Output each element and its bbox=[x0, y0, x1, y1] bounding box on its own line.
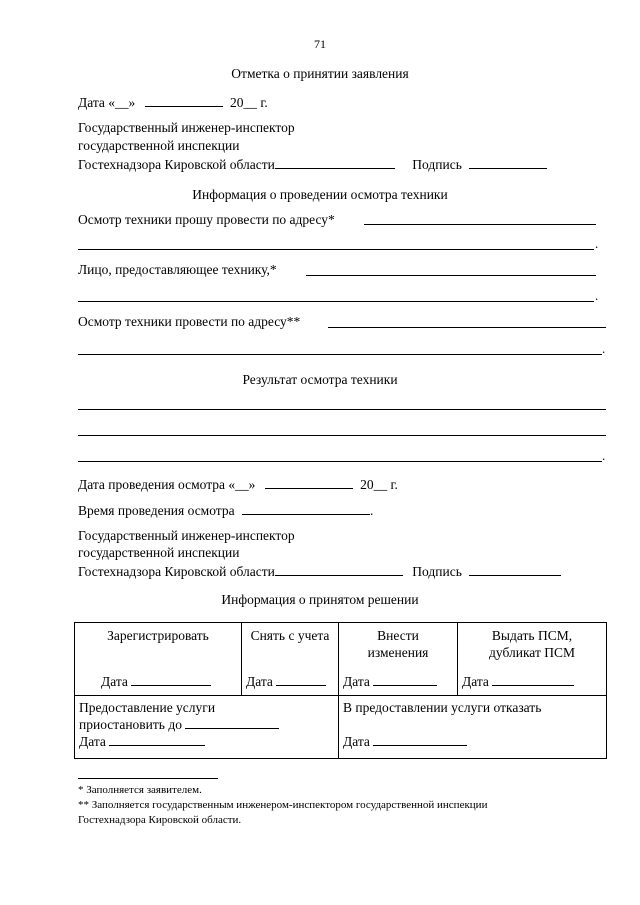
decision-modify-date-field[interactable] bbox=[373, 673, 437, 686]
decision-modify-date bbox=[343, 673, 453, 690]
provider-end: . bbox=[595, 288, 599, 303]
acceptance-inspector-line1: Государственный инженер-инспектор bbox=[78, 120, 295, 135]
inspection-time-row bbox=[78, 502, 373, 519]
decision-issue-cell[interactable] bbox=[458, 623, 607, 696]
address-request-end: . bbox=[595, 236, 599, 251]
inspection-date-field[interactable] bbox=[265, 476, 353, 489]
decision-table bbox=[74, 622, 607, 759]
acceptance-inspector-row bbox=[78, 156, 547, 173]
acceptance-signature-label: Подпись bbox=[412, 157, 462, 172]
decision-suspend-date-field[interactable] bbox=[109, 733, 205, 746]
inspection-info-heading: Информация о проведении осмотра техники bbox=[192, 187, 448, 202]
decision-deregister-cell[interactable] bbox=[242, 623, 339, 696]
decision-issue-title bbox=[462, 627, 602, 673]
decision-register-cell[interactable] bbox=[75, 623, 242, 696]
inspection-inspector-name-field[interactable] bbox=[275, 563, 403, 576]
decision-refuse-date-label: Дата bbox=[343, 734, 370, 749]
provider-field[interactable] bbox=[306, 275, 596, 276]
result-field-1[interactable] bbox=[78, 409, 606, 410]
decision-suspend-date bbox=[79, 733, 334, 750]
decision-refuse-cell[interactable] bbox=[339, 696, 607, 759]
decision-modify-title-line1: Внести bbox=[377, 628, 419, 643]
decision-deregister-date-field[interactable] bbox=[276, 673, 326, 686]
decision-issue-date-field[interactable] bbox=[492, 673, 574, 686]
decision-deregister-title: Снять с учета bbox=[250, 628, 330, 643]
decision-modify-title bbox=[343, 627, 453, 673]
address-actual-end: . bbox=[602, 341, 606, 356]
footnote-2-line2: Гостехнадзора Кировской области. bbox=[78, 814, 242, 826]
footnote-separator bbox=[78, 778, 218, 779]
provider-label: Лицо, предоставляющее технику,* bbox=[78, 262, 277, 277]
decision-issue-title-line2: дубликат ПСМ bbox=[489, 645, 575, 660]
address-actual-field[interactable] bbox=[328, 327, 606, 328]
address-request-label: Осмотр техники прошу провести по адресу* bbox=[78, 212, 335, 227]
decision-refuse-text: В предоставлении услуги отказать bbox=[343, 700, 542, 715]
inspection-time-field[interactable] bbox=[242, 502, 370, 515]
decision-register-title: Зарегистрировать bbox=[107, 628, 209, 643]
inspection-result-heading: Результат осмотра техники bbox=[242, 372, 398, 387]
decision-refuse-date-field[interactable] bbox=[373, 733, 467, 746]
decision-modify-date-label: Дата bbox=[343, 674, 370, 689]
acceptance-inspector-line2: государственной инспекции bbox=[78, 138, 240, 153]
decision-modify-title-line2: изменения bbox=[367, 645, 429, 660]
decision-issue-date-label: Дата bbox=[462, 674, 489, 689]
result-field-2[interactable] bbox=[78, 435, 606, 436]
decision-suspend-cell[interactable] bbox=[75, 696, 339, 759]
inspection-time-end: . bbox=[369, 503, 374, 518]
footnote-1: * Заполняется заявителем. bbox=[78, 784, 202, 796]
acceptance-date-row bbox=[78, 94, 268, 111]
address-request-field-2[interactable] bbox=[78, 249, 594, 250]
decision-register-date bbox=[79, 673, 237, 690]
result-end: . bbox=[602, 448, 606, 463]
acceptance-inspector-line3: Гостехнадзора Кировской области bbox=[78, 157, 275, 172]
inspection-year-label: 20__ г. bbox=[360, 477, 398, 492]
inspection-date-label: Дата проведения осмотра «__» bbox=[78, 477, 256, 492]
decision-modify-cell[interactable] bbox=[339, 623, 458, 696]
inspection-inspector-line3: Гостехнадзора Кировской области bbox=[78, 564, 275, 579]
decision-refuse-date bbox=[343, 733, 602, 750]
provider-field-2[interactable] bbox=[78, 301, 594, 302]
inspection-signature-field[interactable] bbox=[469, 563, 561, 576]
decision-issue-title-line1: Выдать ПСМ, bbox=[491, 628, 573, 643]
acceptance-heading: Отметка о принятии заявления bbox=[231, 66, 409, 81]
address-actual-field-2[interactable] bbox=[78, 354, 602, 355]
address-actual-label: Осмотр техники провести по адресу** bbox=[78, 314, 301, 329]
decision-register-date-field[interactable] bbox=[131, 673, 211, 686]
result-field-3[interactable] bbox=[78, 461, 602, 462]
decision-suspend-date-label: Дата bbox=[79, 734, 106, 749]
decision-register-date-label: Дата bbox=[101, 674, 128, 689]
inspection-inspector-line1: Государственный инженер-инспектор bbox=[78, 528, 295, 543]
inspection-date-row bbox=[78, 476, 398, 493]
address-request-field[interactable] bbox=[364, 224, 596, 225]
decision-deregister-date-label: Дата bbox=[246, 674, 273, 689]
inspection-inspector-line2: государственной инспекции bbox=[78, 545, 240, 560]
acceptance-inspector-name-field[interactable] bbox=[275, 156, 395, 169]
decision-issue-date bbox=[462, 673, 602, 690]
acceptance-signature-field[interactable] bbox=[469, 156, 547, 169]
decision-suspend-line1: Предоставление услуги bbox=[79, 700, 216, 715]
acceptance-date-label: Дата «__» bbox=[78, 95, 136, 110]
inspection-signature-label: Подпись bbox=[412, 564, 462, 579]
decision-suspend-line2: приостановить до bbox=[79, 717, 182, 732]
inspection-inspector-row bbox=[78, 563, 561, 580]
page-number: 71 bbox=[314, 37, 326, 51]
decision-suspend-until-field[interactable] bbox=[185, 716, 279, 729]
footnote-2-line1: ** Заполняется государственным инженером-инспектором государственной инспекции bbox=[78, 799, 488, 811]
acceptance-date-field[interactable] bbox=[145, 94, 223, 107]
inspection-time-label: Время проведения осмотра bbox=[78, 503, 235, 518]
decision-deregister-date bbox=[246, 673, 334, 690]
acceptance-year-label: 20__ г. bbox=[230, 95, 268, 110]
decision-heading: Информация о принятом решении bbox=[221, 592, 419, 607]
decision-suspend-row bbox=[79, 716, 334, 733]
